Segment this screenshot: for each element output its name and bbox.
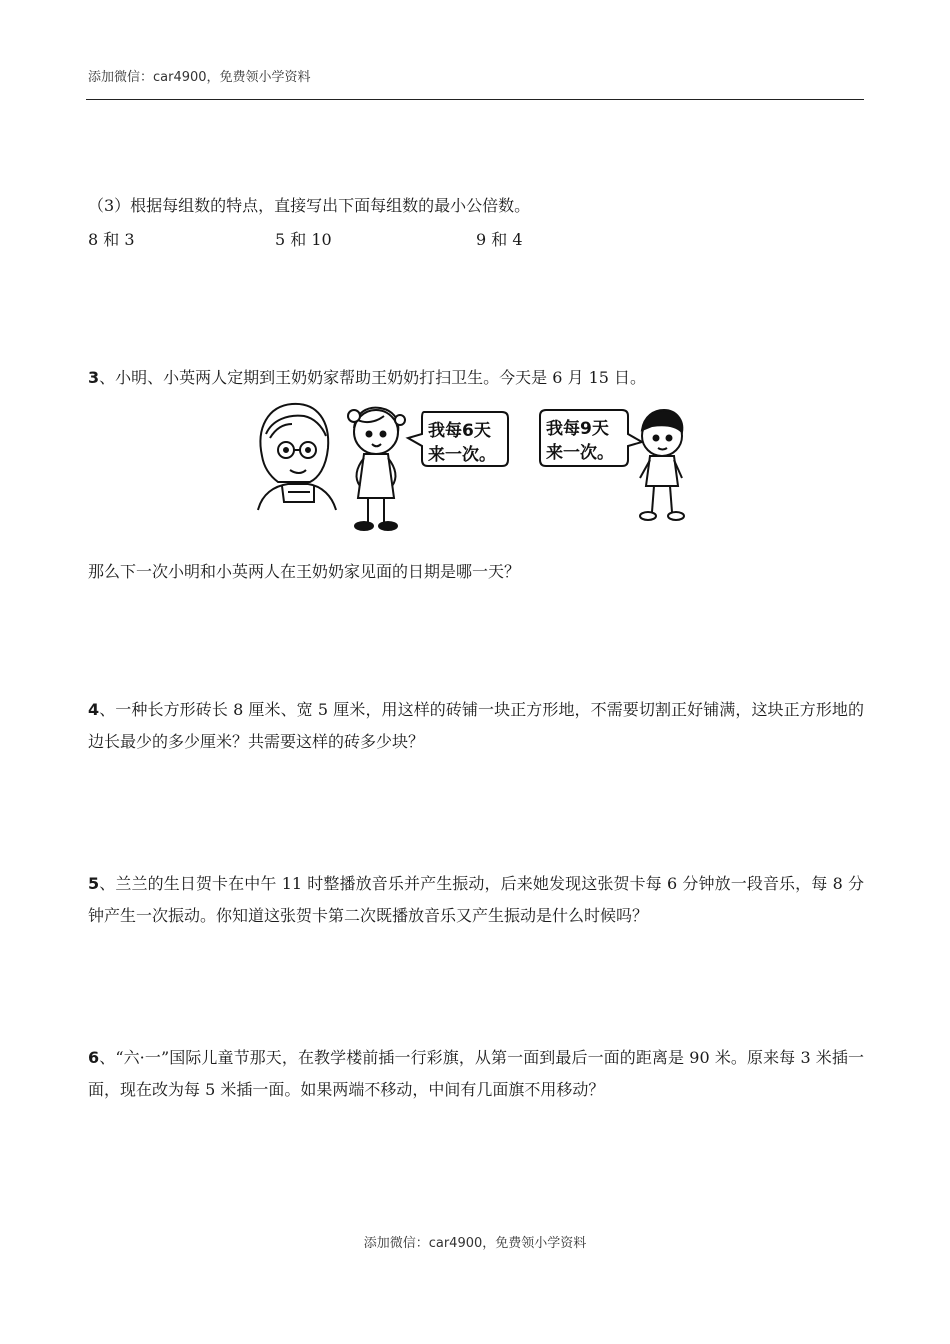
bubble-right-line-2: 来一次。 bbox=[546, 443, 614, 463]
header-divider bbox=[86, 99, 864, 100]
group-2: 5 和 10 bbox=[275, 230, 332, 249]
page-footer: 添加微信：car4900，免费领小学资料 bbox=[363, 1236, 587, 1251]
question-3 bbox=[88, 362, 646, 394]
group-3: 9 和 4 bbox=[476, 230, 523, 249]
question-text: 、“六·一”国际儿童节那天，在教学楼前插一行彩旗，从第一面到最后一面的距离是 90 米。原来每 3 米插一面，现在改为每 5 米插一面。如果两端不移动，中间有几面旗不用移动？ bbox=[88, 1048, 864, 1099]
question-number: 4 bbox=[88, 700, 100, 719]
grandma-figure bbox=[258, 404, 336, 510]
question-text: 、一种长方形砖长 8 厘米、宽 5 厘米，用这样的砖铺一块正方形地，不需要切割正好铺满，这块正方形地的边长最少的多少厘米？共需要这样的砖多少块？ bbox=[88, 700, 864, 751]
question-text: 、兰兰的生日贺卡在中午 11 时整播放音乐并产生振动，后来她发现这张贺卡每 6 分钟放一段音乐，每 8 分钟产生一次振动。你知道这张贺卡第二次既播放音乐又产生振动是什么时候吗？ bbox=[88, 874, 864, 925]
question-4 bbox=[88, 694, 864, 758]
question-5 bbox=[88, 868, 864, 932]
question-6 bbox=[88, 1042, 864, 1106]
group-1: 8 和 3 bbox=[88, 230, 135, 249]
q2-3-prompt: （3）根据每组数的特点，直接写出下面每组数的最小公倍数。 bbox=[88, 196, 531, 215]
question-3-followup: 那么下一次小明和小英两人在王奶奶家见面的日期是哪一天？ bbox=[88, 562, 521, 581]
question-number: 5 bbox=[88, 874, 100, 893]
bubble-left-line-1: 我每6天 bbox=[428, 421, 491, 441]
question-number: 6 bbox=[88, 1048, 100, 1067]
question-number: 3 bbox=[88, 368, 100, 387]
illustration-svg bbox=[248, 398, 688, 538]
page-header: 添加微信：car4900，免费领小学资料 bbox=[88, 70, 311, 85]
illustration bbox=[248, 398, 688, 538]
bubble-left-line-2: 来一次。 bbox=[428, 445, 496, 465]
bubble-right-line-1: 我每9天 bbox=[546, 419, 609, 439]
girl-figure bbox=[348, 408, 405, 530]
question-text: 、小明、小英两人定期到王奶奶家帮助王奶奶打扫卫生。今天是 6 月 15 日。 bbox=[99, 368, 647, 387]
boy-figure bbox=[640, 410, 684, 520]
